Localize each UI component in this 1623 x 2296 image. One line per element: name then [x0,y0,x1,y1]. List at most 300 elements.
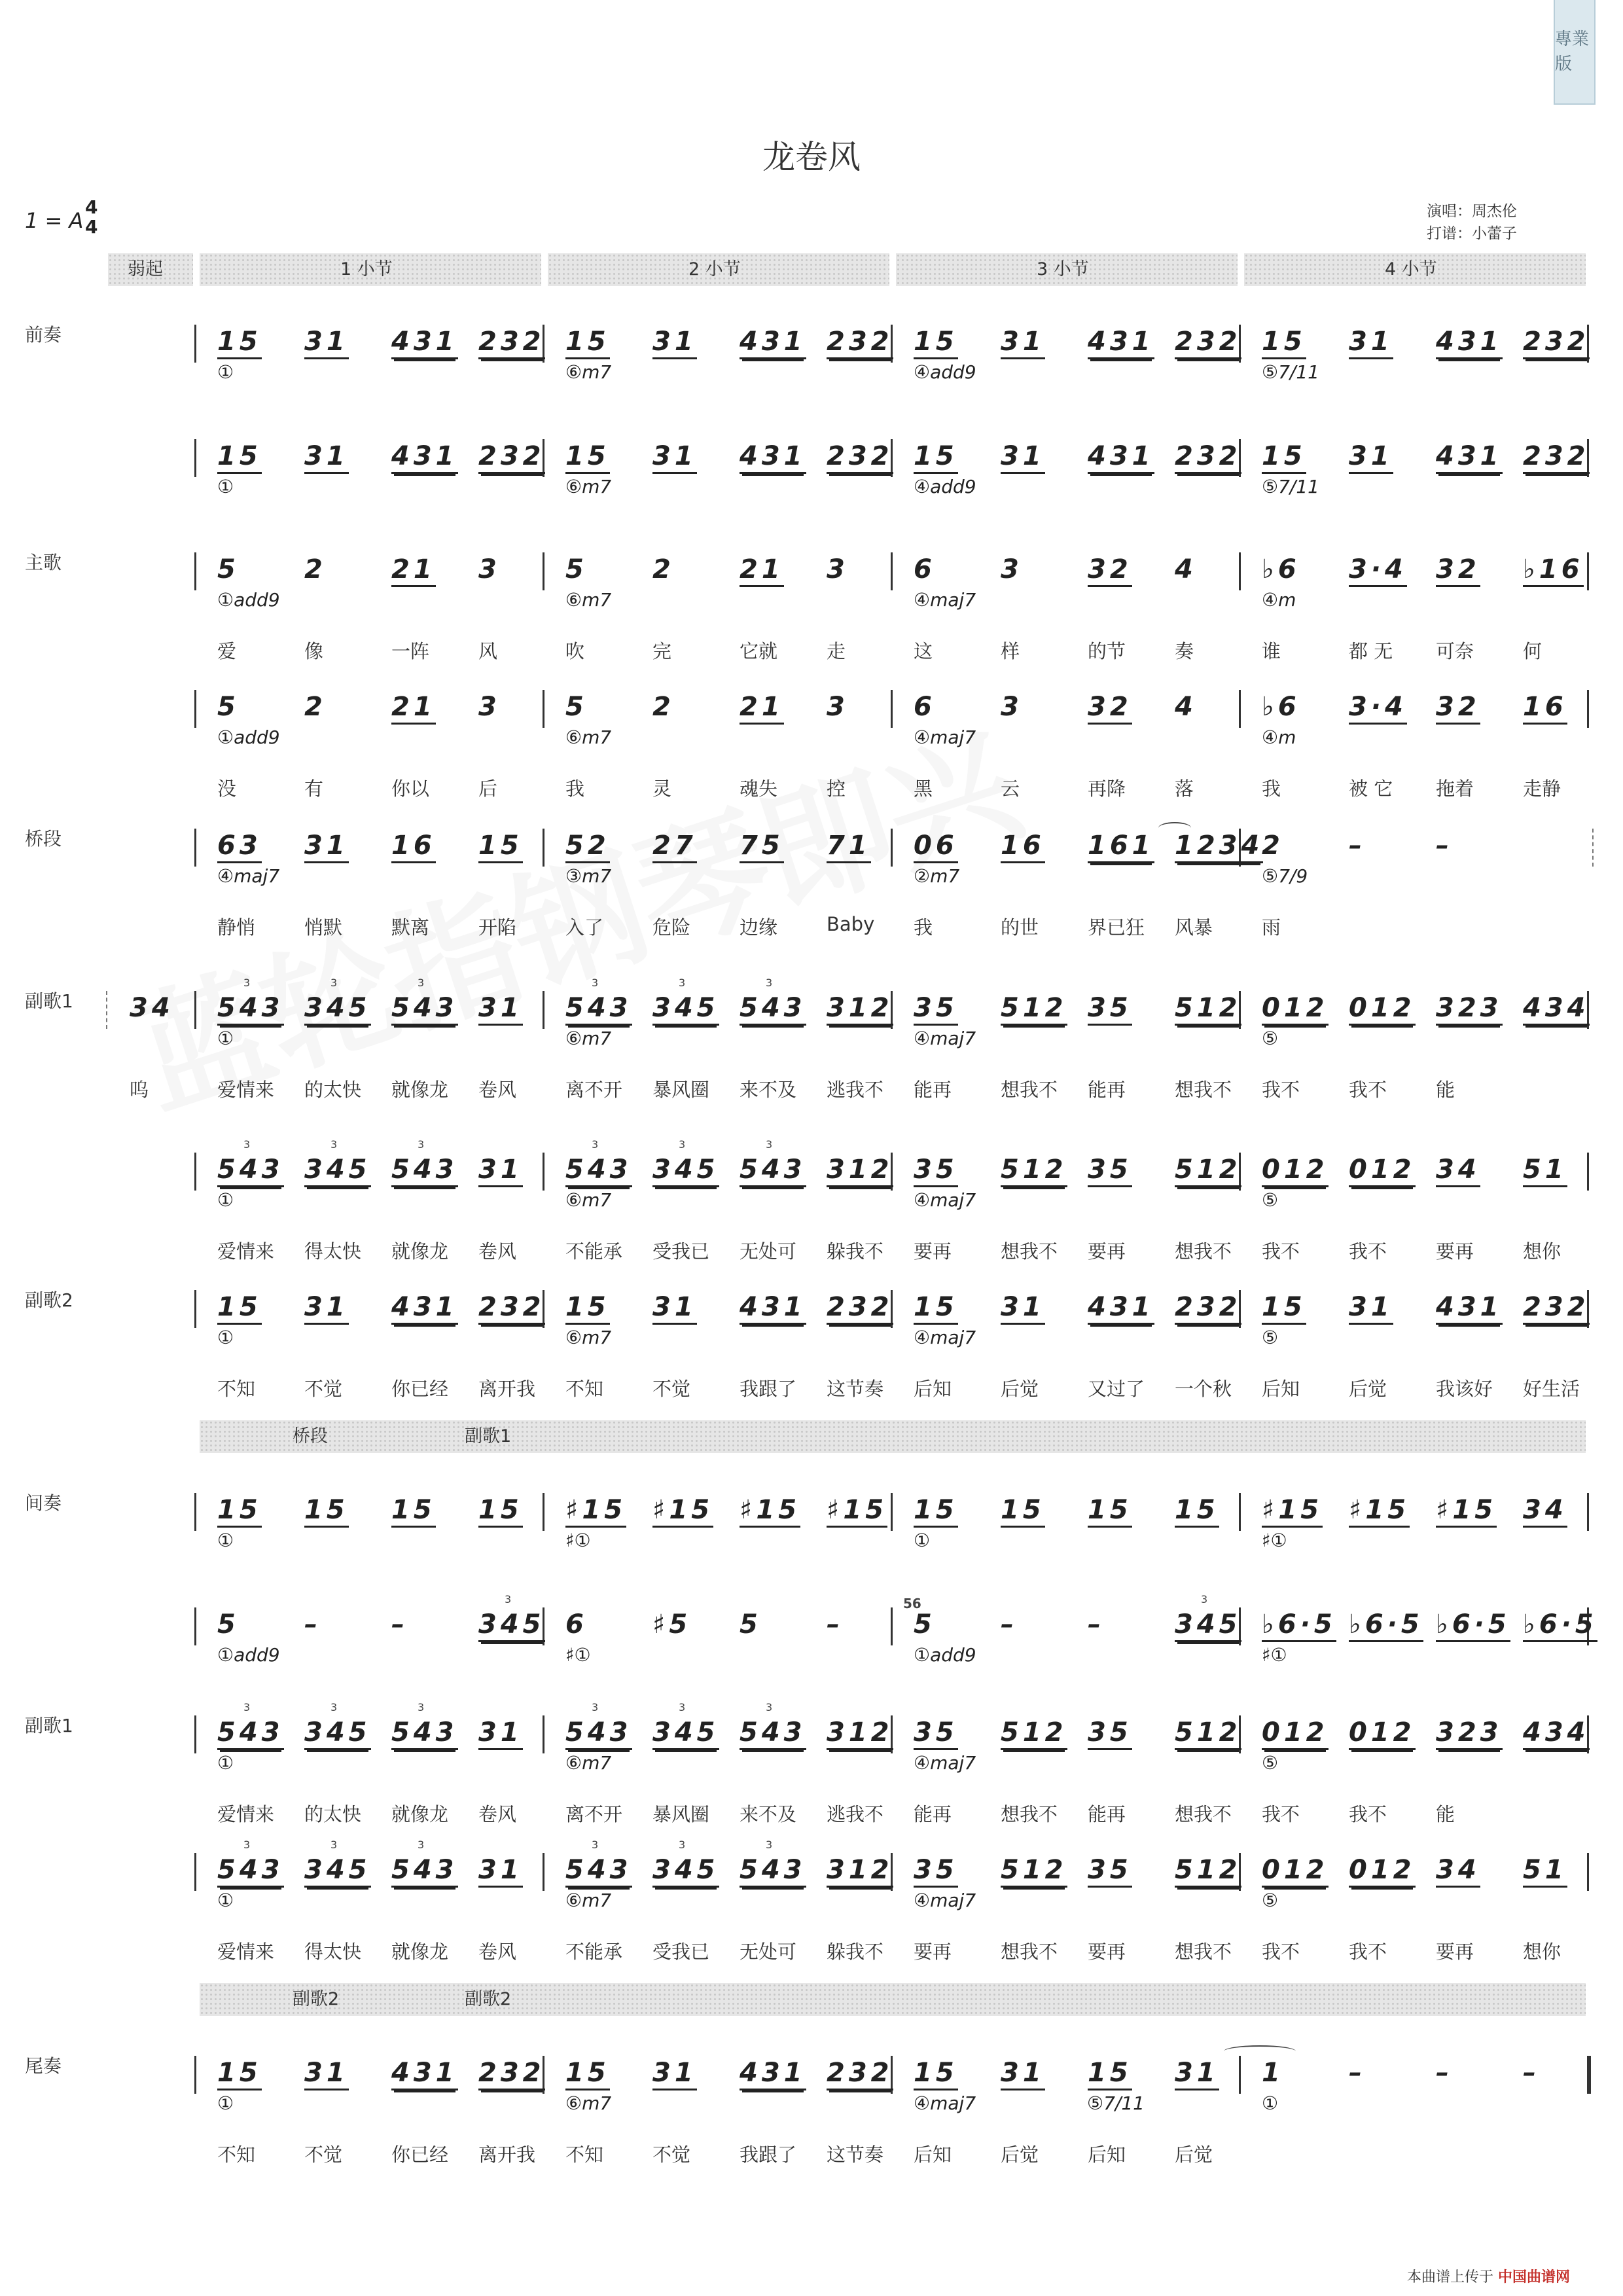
note-group: 31 [304,1293,349,1325]
note-group: 15 [217,442,262,474]
note-group: 31 [478,1856,523,1888]
chord-symbol: ⑤ [1262,1189,1279,1211]
lyric-syllable: 魂失 [740,778,778,800]
triplet-mark: 3 [418,1701,425,1713]
note-group: – [1523,2058,1540,2088]
footer-text: 本曲谱上传于 [1407,2269,1494,2286]
lyric-syllable: 无处可 [740,1240,797,1263]
lyric-syllable: 可奈 [1436,640,1474,662]
note-group: 15 [1262,327,1306,359]
barline [1587,552,1589,590]
lyric-syllable: 离开我 [478,2144,536,2166]
note-group: – [304,1609,321,1640]
triplet-mark: 3 [766,977,773,989]
note-group: 3 [478,692,501,722]
chord-symbol: ① [217,1890,234,1911]
lyric-syllable: 像 [304,640,324,662]
note-group: 34 [1436,1856,1480,1888]
lyric-syllable: 后觉 [1001,1378,1039,1400]
lyric-syllable: 躲我不 [827,1941,884,1963]
dashed-barline [1592,829,1594,867]
note-group: 543 [391,1155,458,1187]
note-group: 31 [652,442,697,474]
lyric-syllable: 我不 [1262,1240,1300,1263]
edition-seal: 專業版 [1554,0,1596,105]
lyric-syllable: 得太快 [304,1240,362,1263]
barline [1587,1853,1589,1891]
note-group: 15 [1001,1496,1045,1528]
note-group: 345 [652,1718,719,1750]
lyric-syllable: 想我不 [1175,1941,1232,1963]
note-group: 75 [740,831,784,863]
note-group: ♭16 [1523,555,1584,587]
note-group: 232 [827,2058,893,2090]
watermark [111,681,1041,1143]
note-group: 232 [1523,327,1590,359]
note-group: 431 [1088,327,1154,359]
note-group: 34 [1436,1155,1480,1187]
lyric-syllable: 后知 [914,2144,952,2166]
grace-notes: 56 [903,1596,921,1611]
note-group: ♭6 [1262,554,1300,584]
triplet-mark: 3 [330,1138,338,1151]
chord-symbol: ②m7 [914,865,960,887]
note-group: 35 [914,994,958,1026]
note-group: 15 [217,2058,262,2090]
pickup-lyric: 呜 [130,1079,149,1101]
lyric-syllable: 奏 [1175,640,1194,662]
barline [543,1493,544,1531]
lyric-syllable: 后知 [914,1378,952,1400]
note-group: 35 [1088,1155,1132,1187]
time-signature-bottom: 4 [85,216,98,238]
section-label: 前奏 [25,324,62,346]
note-group: 1 [1262,2058,1284,2088]
note-group: 345 [304,994,371,1026]
lyric-syllable: 有 [304,778,324,800]
lyric-syllable: 落 [1175,778,1194,800]
note-group: 232 [1175,1293,1241,1325]
lyric-syllable: 你以 [391,778,430,800]
note-group: 5 [217,554,240,584]
note-group: 434 [1523,1718,1590,1750]
note-group: 512 [1001,1155,1067,1187]
interlude-band-label-2: 副歌1 [465,1426,512,1446]
barline [891,552,893,590]
barline [1239,2056,1241,2094]
lyric-syllable: 的太快 [304,1079,362,1101]
note-group: 5 [740,1609,762,1640]
barline [194,690,196,728]
triplet-mark: 3 [766,1701,773,1713]
note-group: 31 [1001,327,1045,359]
note-group: 012 [1349,994,1416,1026]
note-group: ♭6·5 [1436,1610,1510,1642]
note-group: 15 [565,442,610,474]
triplet-mark: 3 [330,1839,338,1851]
chord-symbol: ⑤ [1262,1327,1279,1348]
note-group: 31 [1349,1293,1393,1325]
lyric-syllable: 不觉 [304,2144,343,2166]
note-group: 31 [1001,1293,1045,1325]
note-group: 21 [740,555,784,587]
lyric-syllable: 我跟了 [740,2144,797,2166]
lyric-syllable: 要再 [1088,1240,1126,1263]
note-group: 431 [391,2058,458,2090]
lyric-syllable: 界已狂 [1088,916,1145,939]
barline [543,552,544,590]
note-group: 232 [827,327,893,359]
triplet-mark: 3 [505,1593,512,1605]
lyric-syllable: 雨 [1262,916,1281,939]
note-group: 345 [652,1856,719,1888]
lyric-syllable: 开陷 [478,916,517,939]
note-group: 345 [304,1856,371,1888]
barline [543,690,544,728]
barline [1587,1493,1589,1531]
lyric-syllable: 卷风 [478,1079,517,1101]
note-group: 5 [217,1609,240,1640]
lyric-syllable: 我不 [1349,1941,1387,1963]
barline [194,325,196,363]
chord-symbol: ④maj7 [914,1028,976,1049]
barline [194,552,196,590]
lyric-syllable: 我 [565,778,585,800]
triplet-mark: 3 [592,1138,599,1151]
note-group: 543 [391,994,458,1026]
lyric-syllable: 爱情来 [217,1941,275,1963]
barline [543,1853,544,1891]
chord-symbol: ♯① [1262,1644,1287,1666]
lyric-syllable: 静悄 [217,916,256,939]
triplet-mark: 3 [330,1701,338,1713]
chord-symbol: ④maj7 [914,1752,976,1774]
note-group: ♯15 [827,1496,887,1528]
chord-symbol: ① [217,2092,234,2114]
note-group: 31 [1349,327,1393,359]
chord-symbol: ① [1262,2092,1279,2114]
lyric-syllable: 想我不 [1001,1079,1058,1101]
section-label: 尾奏 [25,2055,62,2077]
note-group: 434 [1523,994,1590,1026]
chord-symbol: ④maj7 [914,726,976,748]
lyric-syllable: 的节 [1088,640,1126,662]
lyric-syllable: 就像龙 [391,1240,449,1263]
lyric-syllable: 我该好 [1436,1378,1493,1400]
pickup-label: 弱起 [128,259,163,279]
barline [1239,1493,1241,1531]
note-group: 15 [478,1496,523,1528]
lyric-syllable: 来不及 [740,1803,797,1825]
chord-symbol: ④maj7 [914,2092,976,2114]
chord-symbol: ⑥m7 [565,1752,612,1774]
note-group: 15 [1088,2058,1132,2090]
triplet-mark: 3 [418,1839,425,1851]
note-group: 3·4 [1349,555,1407,587]
lyric-syllable: 后知 [1262,1378,1300,1400]
note-group: 15 [565,1293,610,1325]
triplet-mark: 3 [679,1138,686,1151]
note-group: 5 [914,1609,936,1640]
note-group: 2 [304,554,327,584]
chord-symbol: ④maj7 [914,589,976,611]
lyric-syllable: 我不 [1349,1803,1387,1825]
lyric-syllable: 控 [827,778,846,800]
lyric-syllable: 想你 [1523,1941,1561,1963]
measure-band-4 [1244,253,1586,286]
note-group: 5 [565,554,588,584]
chord-symbol: ⑥m7 [565,2092,612,2114]
note-group: 15 [217,1293,262,1325]
note-group: 312 [827,1155,893,1187]
note-group: 543 [391,1718,458,1750]
chord-symbol: ① [217,1530,234,1551]
note-group: 431 [391,327,458,359]
chord-symbol: ♯① [1262,1530,1287,1551]
chord-symbol: ④maj7 [217,865,280,887]
note-group: 4 [1175,692,1197,722]
lyric-syllable: 不觉 [652,2144,691,2166]
note-group: 15 [914,2058,958,2090]
tie-slur [1224,2045,1296,2057]
section-label: 间奏 [25,1492,62,1514]
note-group: 431 [740,442,806,474]
lyric-syllable: 卷风 [478,1803,517,1825]
lyric-syllable: 要再 [914,1240,952,1263]
note-group: 35 [914,1155,958,1187]
lyric-syllable: 爱情来 [217,1240,275,1263]
note-group: 543 [740,1718,806,1750]
lyric-syllable: 我跟了 [740,1378,797,1400]
note-group: 512 [1001,994,1067,1026]
lyric-syllable: 想我不 [1175,1803,1232,1825]
measure-label-3: 3 小节 [1037,259,1089,279]
note-group: 232 [827,442,893,474]
credits [1427,200,1517,245]
note-group: 06 [914,831,958,863]
barline [891,1607,893,1645]
note-group: – [827,1609,844,1640]
chord-symbol: ⑤7/11 [1262,361,1319,383]
note-group: 6 [914,554,936,584]
barline [543,829,544,867]
chord-symbol: ④maj7 [914,1327,976,1348]
lyric-syllable: 我不 [1349,1079,1387,1101]
lyric-syllable: 不能承 [565,1941,623,1963]
note-group: ♯15 [1436,1496,1497,1528]
barline [194,1153,196,1191]
note-group: 34 [1523,1496,1567,1528]
lyric-syllable: 能再 [914,1079,952,1101]
note-group: 3 [827,554,849,584]
section-label: 副歌2 [25,1289,73,1311]
upload-footer [1407,2266,1570,2286]
lyric-syllable: 一阵 [391,640,430,662]
barline [1587,2056,1591,2094]
note-group: 3 [1001,692,1023,722]
note-group: 431 [391,1293,458,1325]
triplet-mark: 3 [243,1138,251,1151]
note-group: 431 [1436,1293,1503,1325]
note-group: 16 [1001,831,1045,863]
chord-symbol: ⑤7/9 [1262,865,1308,887]
chord-symbol: ① [217,476,234,497]
note-group: 31 [1349,442,1393,474]
lyric-syllable: 能 [1436,1079,1455,1101]
lyric-syllable: 要再 [1436,1941,1474,1963]
note-group: 345 [652,994,719,1026]
note-group: 232 [1523,442,1590,474]
note-group: 431 [1088,442,1154,474]
lyric-syllable: 黑 [914,778,933,800]
note-group: 35 [914,1856,958,1888]
lyric-syllable: 走 [827,640,846,662]
note-group: 2 [304,692,327,722]
note-group: ♯15 [740,1496,800,1528]
lyric-syllable: 无处可 [740,1941,797,1963]
lyric-syllable: 卷风 [478,1240,517,1263]
note-group: 431 [1088,1293,1154,1325]
chord-symbol: ①add9 [217,1644,280,1666]
time-signature-top: 4 [85,196,98,218]
lyric-syllable: 想我不 [1175,1240,1232,1263]
lyric-syllable: 再降 [1088,778,1126,800]
chord-symbol: ④m [1262,589,1296,611]
note-group: 543 [740,1155,806,1187]
section-label: 副歌1 [25,1715,73,1736]
note-group: 543 [565,1718,632,1750]
note-group: 345 [304,1155,371,1187]
note-group: ♯5 [652,1609,692,1640]
note-group: 323 [1436,1718,1503,1750]
lyric-syllable: Baby [827,913,875,935]
triplet-mark: 3 [766,1839,773,1851]
note-group: 31 [304,831,349,863]
measure-band-3 [896,253,1238,286]
note-group: 345 [478,1610,545,1642]
chord-symbol: ⑥m7 [565,726,612,748]
note-group: 31 [652,2058,697,2090]
chord-symbol: ⑤7/11 [1087,2092,1145,2114]
triplet-mark: 3 [418,977,425,989]
barline [194,829,196,867]
lyric-syllable: 离不开 [565,1803,623,1825]
lyric-syllable: 又过了 [1088,1378,1145,1400]
lyric-syllable: 要再 [1436,1240,1474,1263]
note-group: 5 [217,692,240,722]
triplet-mark: 3 [243,1839,251,1851]
outro-section-band [200,1983,1586,2016]
outro-band-label-2: 副歌2 [465,1989,512,2009]
note-group: 32 [1436,555,1480,587]
note-group: 15 [565,327,610,359]
footer-brand: 中国曲谱网 [1498,2269,1571,2286]
lyric-syllable: 我不 [1262,1803,1300,1825]
note-group: 31 [1175,2058,1219,2090]
note-group: 543 [565,1155,632,1187]
lyric-syllable: 何 [1523,640,1543,662]
note-group: 15 [1262,442,1306,474]
barline [194,991,196,1029]
chord-symbol: ① [217,1752,234,1774]
triplet-mark: 3 [766,1138,773,1151]
note-group: 345 [304,1718,371,1750]
lyric-syllable: 被 它 [1349,778,1393,800]
lyric-syllable: 的太快 [304,1803,362,1825]
lyric-syllable: 暴风圈 [652,1079,710,1101]
lyric-syllable: 你已经 [391,1378,449,1400]
lyric-syllable: 风 [478,640,498,662]
note-group: 012 [1262,1155,1329,1187]
lyric-syllable: 不觉 [652,1378,691,1400]
chord-symbol: ③m7 [565,865,612,887]
note-group: 15 [914,442,958,474]
measure-label-4: 4 小节 [1385,259,1437,279]
note-group: 31 [1001,442,1045,474]
note-group: 6 [914,692,936,722]
lyric-syllable: 不知 [565,2144,604,2166]
lyric-syllable: 爱情来 [217,1803,275,1825]
chord-symbol: ④m [1262,726,1296,748]
chord-symbol: ①add9 [217,589,280,611]
lyric-syllable: 就像龙 [391,1803,449,1825]
lyric-syllable: 想我不 [1175,1079,1232,1101]
note-group: ♭6·5 [1523,1610,1597,1642]
note-group: 012 [1262,1856,1329,1888]
note-group: 512 [1175,1856,1241,1888]
note-group: ♯15 [652,1496,713,1528]
note-group: 21 [391,692,436,725]
note-group: 232 [827,1293,893,1325]
note-group: 31 [304,442,349,474]
lyric-syllable: 吹 [565,640,585,662]
chord-symbol: ① [217,1189,234,1211]
note-group: 543 [740,994,806,1026]
note-group: 012 [1349,1856,1416,1888]
note-group: 512 [1175,994,1241,1026]
barline [1239,690,1241,728]
chord-symbol: ① [217,1327,234,1348]
note-group: 35 [1088,1718,1132,1750]
note-group: 431 [740,327,806,359]
lyric-syllable: 云 [1001,778,1020,800]
chord-symbol: ④maj7 [914,1189,976,1211]
interlude-band-label-1: 桥段 [293,1426,328,1446]
note-group: 5 [565,692,588,722]
note-group: 543 [565,1856,632,1888]
triplet-mark: 3 [592,1701,599,1713]
arranger-credit: 打谱：小蕾子 [1427,225,1517,242]
barline [194,1715,196,1753]
note-group: 32 [1436,692,1480,725]
chord-symbol: ⑥m7 [565,1890,612,1911]
note-group: 543 [217,994,284,1026]
chord-symbol: ♯① [565,1530,591,1551]
lyric-syllable: 后 [478,778,498,800]
barline [1587,1153,1589,1191]
note-group: 312 [827,1856,893,1888]
note-group: – [391,1609,408,1640]
barline [891,829,893,867]
lyric-syllable: 谁 [1262,640,1281,662]
section-label: 副歌1 [25,990,73,1012]
note-group: 15 [217,1496,262,1528]
note-group: 543 [217,1155,284,1187]
note-group: 012 [1349,1718,1416,1750]
pickup-band [108,253,193,286]
lyric-syllable: 我不 [1349,1240,1387,1263]
note-group: ♭6 [1262,692,1300,722]
